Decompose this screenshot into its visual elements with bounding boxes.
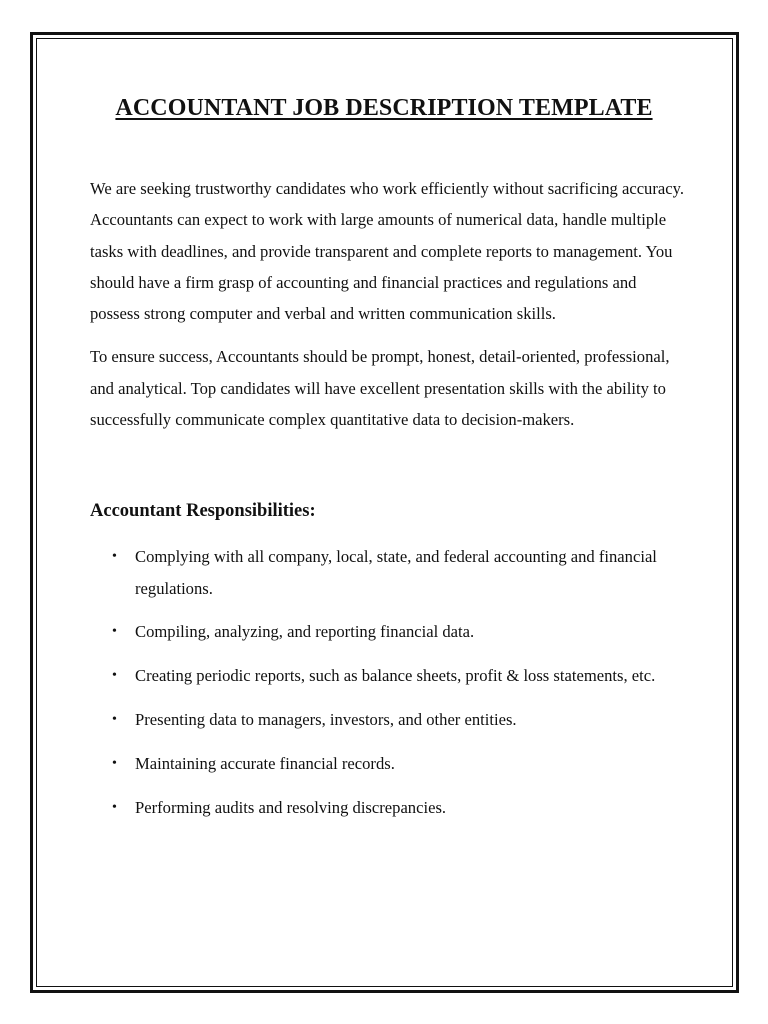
bullet-icon: • — [112, 668, 117, 684]
bullet-icon: • — [112, 624, 117, 640]
list-item-text: Compiling, analyzing, and reporting financial data. — [135, 622, 475, 642]
list-item-text: Performing audits and resolving discrepancies. — [135, 797, 447, 817]
list-item-text: Creating periodic reports, such as balance sheets, profit & loss statements, etc. — [135, 666, 656, 686]
responsibilities-heading: Accountant Responsibilities: — [90, 501, 316, 522]
list-item — [90, 704, 675, 735]
list-item — [90, 616, 675, 647]
bullet-icon: • — [112, 712, 117, 728]
list-item — [90, 541, 675, 604]
list-item — [90, 748, 675, 779]
document-content — [90, 92, 690, 835]
list-item-text: Maintaining accurate financial records. — [135, 753, 395, 773]
responsibilities-list — [90, 541, 690, 823]
intro-paragraph: We are seeking trustworthy candidates who work efficiently without sacrificing accuracy. Accountants can expect to work with large amounts of numerical data, handle multiple tasks with deadlines, and provide transparent and complete reports to management. You should have a firm grasp of accounting and financial practices and regulations and possess strong computer and verbal and written communication skills. — [90, 179, 684, 324]
bullet-icon: • — [112, 549, 117, 565]
list-item-text: Complying with all company, local, state, and federal accounting and financial regulations. — [135, 547, 657, 598]
bullet-icon: • — [112, 799, 117, 815]
bullet-icon: • — [112, 755, 117, 771]
list-item — [90, 660, 675, 691]
list-item — [90, 792, 675, 823]
list-item-text: Presenting data to managers, investors, and other entities. — [135, 710, 517, 730]
success-paragraph: To ensure success, Accountants should be prompt, honest, detail-oriented, professional, and analytical. Top candidates will have excellent presentation skills with the ability to successfully communicate complex quantitative data to decision-makers. — [90, 347, 670, 430]
document-title: ACCOUNTANT JOB DESCRIPTION TEMPLATE — [115, 95, 653, 121]
